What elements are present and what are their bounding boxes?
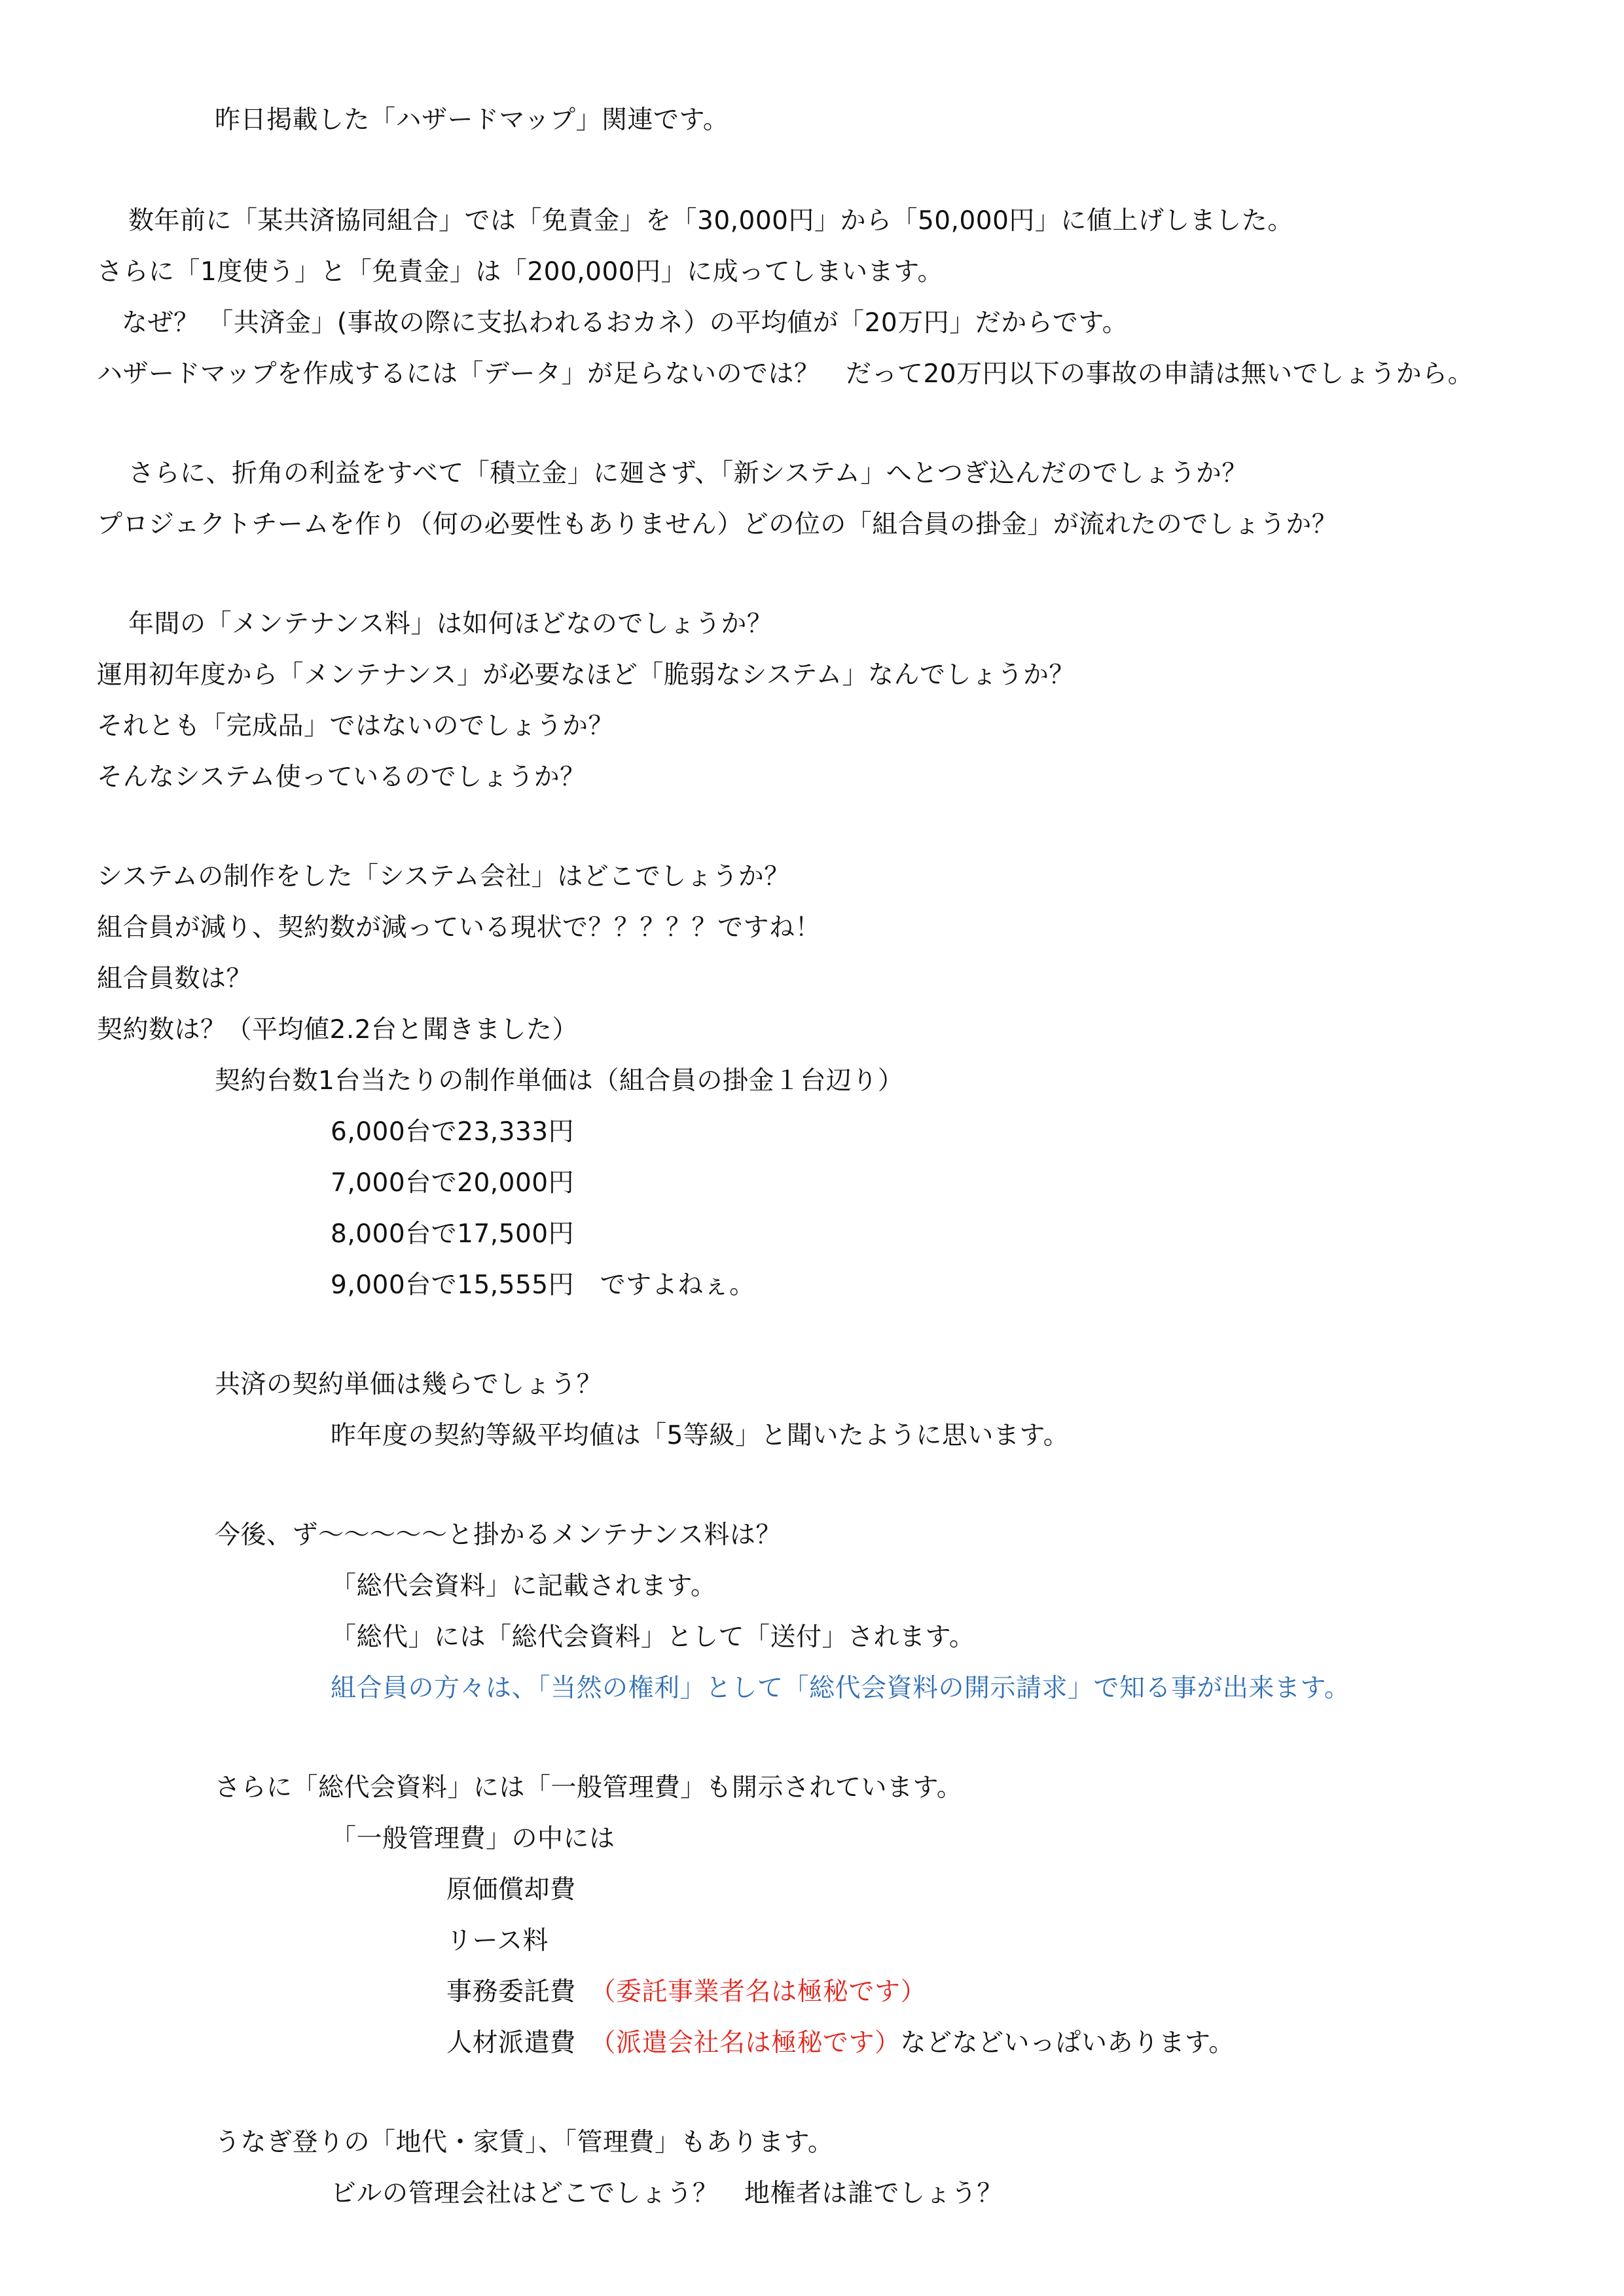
text-line: 契約台数1台当たりの制作単価は（組合員の掛金１台辺り） bbox=[215, 1066, 904, 1096]
text-line: 「総代」には「総代会資料」として「送付」されます。 bbox=[331, 1623, 975, 1652]
text-line: ビルの管理会社はどこでしょう？ 地権者は誰でしょう？ bbox=[331, 2179, 1003, 2208]
confidential-note: （委託事業者名は極秘です） bbox=[590, 1977, 927, 2007]
text-line: うなぎ登りの「地代・家賃」、「管理費」もあります。 bbox=[215, 2128, 834, 2157]
text-line: システムの制作をした「システム会社」はどこでしょうか？ bbox=[97, 862, 790, 891]
text-line: 6,000台で23,333円 bbox=[331, 1117, 575, 1147]
text-line: 数年前に「某共済協同組合」では「免責金」を「30,000円」から「50,000円」に値上げしました。 bbox=[128, 206, 1293, 236]
text-line: 昨日掲載した「ハザードマップ」関連です。 bbox=[215, 105, 729, 135]
text-line: 契約数は？（平均値2.2台と聞きました） bbox=[97, 1015, 579, 1045]
confidential-note: （派遣会社名は極秘です） bbox=[590, 2028, 901, 2058]
text-line: さらに、折角の利益をすべて「積立金」に廻さず、「新システム」へとつぎ込んだのでしょうか？ bbox=[128, 459, 1248, 488]
list-item-trailing-text: などなどいっぱいあります。 bbox=[900, 2028, 1235, 2058]
text-line: 組合員が減り、契約数が減っている現状で？？？？？ですね！ bbox=[97, 913, 821, 942]
text-line: 組合員数は？ bbox=[97, 964, 253, 994]
text-line: 共済の契約単価は幾らでしょう？ bbox=[215, 1370, 603, 1399]
list-item-label: 人材派遣費 bbox=[446, 2028, 576, 2058]
text-line: 7,000台で20,000円 bbox=[331, 1168, 575, 1198]
list-item bbox=[446, 2030, 1235, 2056]
text-line: プロジェクトチームを作り（何の必要性もありません）どの位の「組合員の掛金」が流れたのでしょうか？ bbox=[97, 510, 1338, 539]
text-line: 「総代会資料」に記載されます。 bbox=[331, 1571, 717, 1601]
text-line: そんなシステム使っているのでしょうか？ bbox=[97, 762, 586, 792]
text-line: さらに「1度使う」と「免責金」は「200,000円」に成ってしまいます。 bbox=[97, 257, 943, 287]
text-line: 昨年度の契約等級平均値は「5等級」と聞いたように思います。 bbox=[331, 1421, 1070, 1450]
list-item: リース料 bbox=[446, 1926, 549, 1956]
text-line: 今後、ず～～～～～と掛かるメンテナンス料は？ bbox=[215, 1520, 782, 1550]
text-line: ハザードマップを作成するには「データ」が足らないのでは？ だって20万円以下の事故の申請は無いでしょうから。 bbox=[97, 359, 1474, 389]
text-line: 運用初年度から「メンテナンス」が必要なほど「脆弱なシステム」なんでしょうか？ bbox=[97, 660, 1075, 690]
highlighted-text-line: 組合員の方々は、「当然の権利」として「総代会資料の開示請求」で知る事が出来ます。 bbox=[331, 1674, 1350, 1703]
text-line: 8,000台で17,500円 bbox=[331, 1219, 575, 1249]
list-item bbox=[446, 1979, 926, 2005]
text-line: 年間の「メンテナンス料」は如何ほどなのでしょうか？ bbox=[128, 609, 773, 639]
list-item: 原価償却費 bbox=[446, 1875, 576, 1905]
text-line: 9,000台で15,555円 ですよねぇ。 bbox=[331, 1270, 755, 1300]
list-item-label: 事務委託費 bbox=[446, 1977, 576, 2007]
text-line: 「一般管理費」の中には bbox=[331, 1824, 615, 1854]
text-line: なぜ？ 「共済金」(事故の際に支払われるおカネ）の平均値が「20万円」だからです。 bbox=[122, 308, 1128, 338]
text-line: それとも「完成品」ではないのでしょうか？ bbox=[97, 711, 615, 741]
text-line: さらに「総代会資料」には「一般管理費」も開示されています。 bbox=[215, 1773, 963, 1803]
